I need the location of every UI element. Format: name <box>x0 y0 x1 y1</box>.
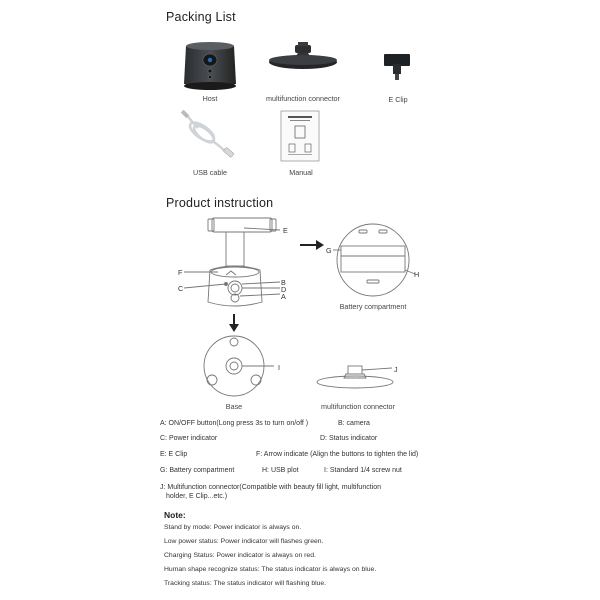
base-caption: Base <box>225 402 243 411</box>
manual-image <box>280 110 320 162</box>
e-clip-caption: E Clip <box>388 95 408 104</box>
arrow-down-icon <box>229 314 239 332</box>
connector-side-caption: multifunction connector <box>321 402 395 411</box>
product-instruction-title: Product instruction <box>166 196 274 210</box>
usb-cable-caption: USB cable <box>193 168 227 177</box>
legend-j-line1: J: Multifunction connector(Compatible with beauty fill light, multifunction <box>160 484 381 491</box>
legend-d: D: Status indicator <box>320 435 378 442</box>
multifunction-connector-image <box>268 42 338 76</box>
legend-g: G: Battery compartment <box>160 467 235 474</box>
note-line: Tracking status: The status indicator will flashing blue. <box>164 580 327 587</box>
label-g: G <box>326 246 332 255</box>
legend-c: C: Power indicator <box>160 435 218 442</box>
legend-e: E: E Clip <box>160 451 188 458</box>
e-clip-image <box>384 50 412 82</box>
label-a: A <box>281 292 286 301</box>
battery-caption: Battery compartment <box>339 302 407 311</box>
base-image <box>196 332 276 398</box>
note-title: Note: <box>164 510 186 520</box>
legend-a: A: ON/OFF button(Long press 3s to turn on/off ) <box>160 420 309 427</box>
legend-h: H: USB plot <box>262 467 299 474</box>
label-c: C <box>178 284 184 293</box>
note-line: Human shape recognize status: The status indicator is always on blue. <box>164 566 377 573</box>
note-line: Stand by mode: Power indicator is always on. <box>164 524 302 531</box>
label-b: B <box>281 278 286 287</box>
legend-b: B: camera <box>338 420 370 427</box>
label-h: H <box>414 270 420 279</box>
host-device-image <box>180 40 240 92</box>
packing-list-title: Packing List <box>166 10 236 24</box>
label-d: D <box>281 285 287 294</box>
manual-caption: Manual <box>289 168 313 177</box>
host-caption: Host <box>202 94 218 103</box>
label-f: F <box>178 268 183 277</box>
connector-caption: multifunction connector <box>266 94 340 103</box>
legend-j-line2: holder, E Clip...etc.) <box>166 493 228 500</box>
label-j: J <box>394 365 398 374</box>
legend-i: I: Standard 1/4 screw nut <box>324 467 402 474</box>
legend-f: F: Arrow indicate (Align the buttons to tighten the lid) <box>256 451 419 458</box>
usb-cable-image <box>178 112 240 160</box>
label-e: E <box>283 226 288 235</box>
battery-compartment-image <box>333 222 413 298</box>
label-i: I <box>278 363 280 372</box>
connector-side-image <box>316 362 400 392</box>
note-line: Charging Status: Power indicator is always on red. <box>164 552 316 559</box>
arrow-right-icon <box>300 240 324 250</box>
note-line: Low power status: Power indicator will flashes green. <box>164 538 324 545</box>
